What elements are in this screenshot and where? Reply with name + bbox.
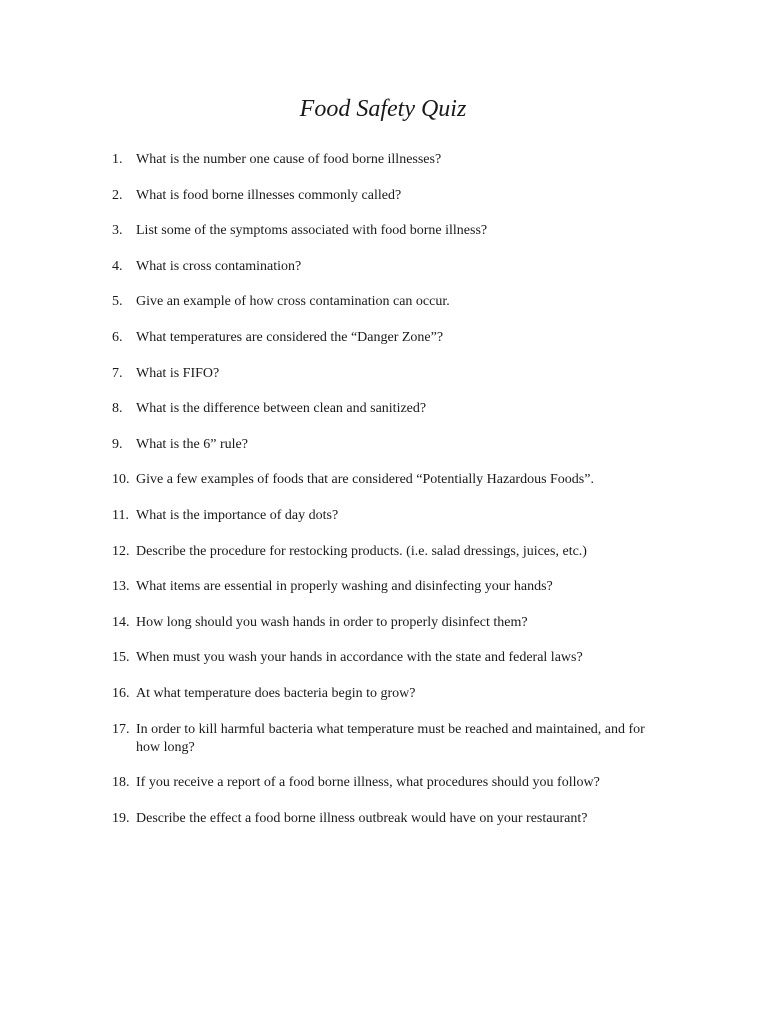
question-number: 3. (112, 223, 123, 239)
question-text: What is food borne illnesses commonly called? (136, 187, 402, 203)
question-number: 14. (112, 614, 130, 630)
question-number: 11. (112, 507, 129, 523)
question-item (112, 365, 672, 383)
question-item (112, 293, 672, 311)
question-text: How long should you wash hands in order to properly disinfect them? (136, 614, 528, 630)
question-text: Describe the procedure for restocking products. (i.e. salad dressings, juices, etc.) (136, 543, 587, 559)
question-number: 5. (112, 294, 123, 310)
question-number: 16. (112, 685, 130, 701)
question-text: At what temperature does bacteria begin to grow? (136, 685, 416, 701)
question-text: Give an example of how cross contamination can occur. (136, 294, 450, 310)
question-item (112, 329, 672, 347)
question-item (112, 151, 672, 169)
question-text: What temperatures are considered the “Danger Zone”? (136, 329, 444, 345)
question-number: 17. (112, 721, 130, 737)
question-text: When must you wash your hands in accordance with the state and federal laws? (136, 650, 583, 666)
question-item (112, 436, 672, 454)
question-number: 4. (112, 258, 123, 274)
question-item (112, 721, 672, 757)
question-number: 9. (112, 436, 123, 452)
question-item (112, 810, 672, 828)
question-number: 10. (112, 472, 130, 488)
question-number: 18. (112, 775, 130, 791)
question-item (112, 258, 672, 276)
question-number: 2. (112, 187, 123, 203)
question-number: 13. (112, 579, 130, 595)
question-item (112, 614, 672, 632)
question-item (112, 774, 672, 792)
question-text: In order to kill harmful bacteria what temperature must be reached and maintained, and for how long? (136, 721, 645, 755)
page-title: Food Safety Quiz (299, 96, 467, 122)
question-number: 15. (112, 650, 130, 666)
question-text: What is the 6” rule? (136, 436, 248, 452)
question-number: 19. (112, 810, 130, 826)
question-text: Describe the effect a food borne illness outbreak would have on your restaurant? (136, 810, 588, 826)
question-text: What is FIFO? (136, 365, 220, 381)
question-item (112, 649, 672, 667)
question-text: If you receive a report of a food borne illness, what procedures should you follow? (136, 775, 600, 791)
question-number: 1. (112, 152, 123, 167)
question-text: What is the difference between clean and sanitized? (136, 401, 427, 417)
question-item (112, 471, 672, 489)
question-number: 6. (112, 329, 123, 345)
question-number: 8. (112, 401, 123, 417)
question-item (112, 400, 672, 418)
question-list (112, 151, 672, 845)
question-text: What is the importance of day dots? (136, 507, 339, 523)
question-text: What items are essential in properly washing and disinfecting your hands? (136, 579, 553, 595)
question-text: What is cross contamination? (136, 258, 302, 274)
question-item (112, 222, 672, 240)
question-text: List some of the symptoms associated with food borne illness? (136, 223, 488, 239)
question-number: 7. (112, 365, 123, 381)
question-item (112, 578, 672, 596)
question-text: Give a few examples of foods that are considered “Potentially Hazardous Foods”. (136, 472, 594, 488)
question-item (112, 507, 672, 525)
question-item (112, 685, 672, 703)
question-text: What is the number one cause of food borne illnesses? (136, 152, 442, 167)
question-item (112, 187, 672, 205)
question-number: 12. (112, 543, 130, 559)
question-item (112, 543, 672, 561)
